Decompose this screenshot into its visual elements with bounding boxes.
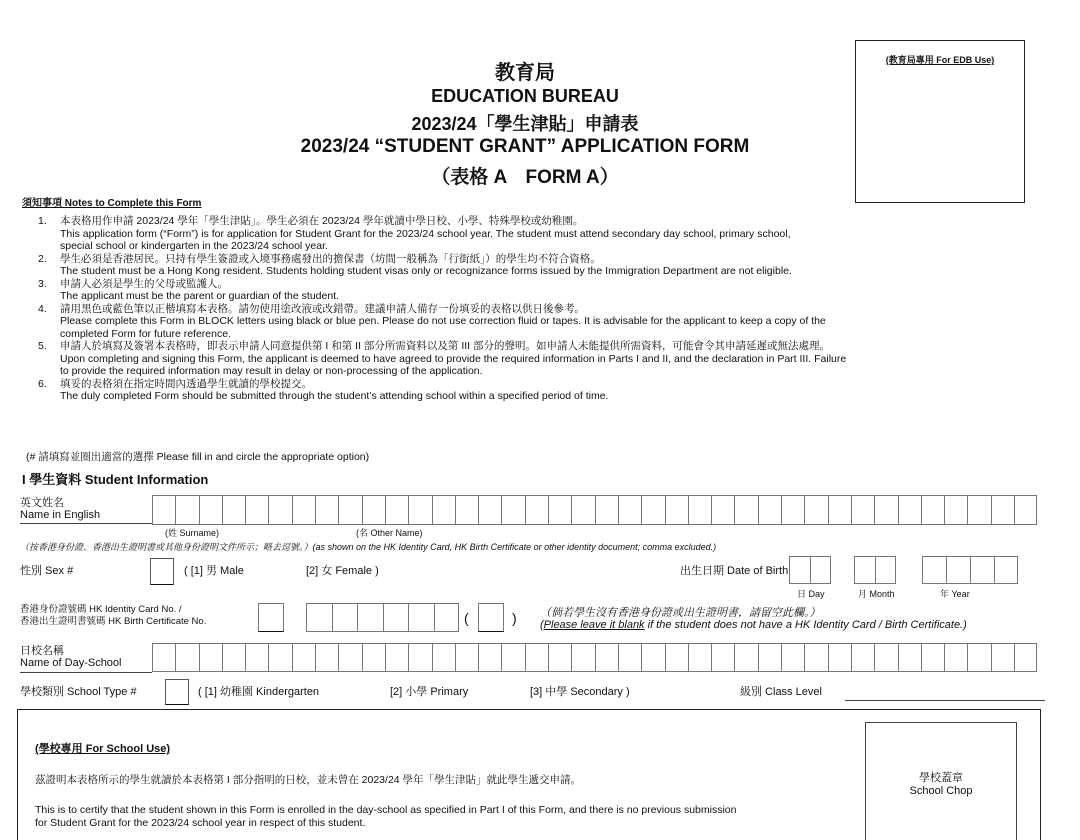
notes-list xyxy=(38,215,1048,403)
input-cell[interactable] xyxy=(571,643,594,672)
input-cell[interactable] xyxy=(851,643,874,672)
input-cell[interactable] xyxy=(991,643,1014,672)
note-number: 1. xyxy=(38,215,47,227)
input-cell[interactable] xyxy=(501,643,524,672)
input-cell[interactable] xyxy=(548,643,571,672)
note-number: 2. xyxy=(38,252,47,265)
input-cell[interactable] xyxy=(618,495,641,525)
hkid-note-en xyxy=(540,619,967,631)
note-line: Please complete this Form in BLOCK letters using black or blue pen. Please do not use correction fluid or tapes. It is advisable for the applicant to keep a copy of the xyxy=(60,315,826,327)
input-cell[interactable] xyxy=(874,495,897,525)
name-label xyxy=(20,497,100,521)
school-name-label xyxy=(20,645,122,669)
notes-title: 須知事項 Notes to Complete this Form xyxy=(22,198,202,209)
dob-month-caption: 月 Month xyxy=(858,589,895,599)
input-cell[interactable] xyxy=(781,643,804,672)
input-cell[interactable] xyxy=(175,495,198,525)
header-line-2: EDUCATION BUREAU xyxy=(431,86,619,106)
input-cell[interactable] xyxy=(292,495,315,525)
hkid-digits-grid[interactable] xyxy=(306,603,459,632)
section-1-title: I 學生資料 Student Information xyxy=(22,472,209,487)
header-line-3: 2023/24「學生津貼」申請表 xyxy=(411,114,639,134)
input-cell[interactable] xyxy=(245,643,268,672)
class-level-label: 級別 Class Level xyxy=(740,686,822,698)
input-cell[interactable] xyxy=(525,495,548,525)
input-cell[interactable] xyxy=(595,495,618,525)
dob-cell[interactable] xyxy=(970,556,994,584)
input-cell[interactable] xyxy=(434,603,460,632)
input-cell[interactable] xyxy=(851,495,874,525)
input-cell[interactable] xyxy=(385,495,408,525)
input-cell[interactable] xyxy=(711,495,734,525)
input-cell[interactable] xyxy=(222,495,245,525)
input-cell[interactable] xyxy=(332,603,358,632)
note-line: 填妥的表格須在指定時間內透過學生就讀的學校提交。 xyxy=(60,377,312,390)
input-cell[interactable] xyxy=(944,495,967,525)
input-cell[interactable] xyxy=(175,643,198,672)
hkid-note-zh: （倘若學生沒有香港身份證或出生證明書，請留空此欄。） xyxy=(540,607,821,619)
header-line-4: 2023/24 “STUDENT GRANT” APPLICATION FORM xyxy=(300,136,750,157)
school-chop-box[interactable] xyxy=(865,722,1017,840)
note-line: The duly completed Form should be submitted through the student’s attending school within a specified period of time. xyxy=(60,390,609,402)
name-label-zh: 英文姓名 xyxy=(20,497,64,509)
input-cell[interactable] xyxy=(688,643,711,672)
input-cell[interactable] xyxy=(804,495,827,525)
hkid-label xyxy=(20,604,206,628)
input-cell[interactable] xyxy=(292,643,315,672)
note-line: 本表格用作申請 2023/24 學年「學生津貼」。學生必須在 2023/24 學年就讀中學日校、小學、特殊學校或幼稚園。 xyxy=(60,215,584,227)
note-line: 學生必須是香港居民。只持有學生簽證或入境事務處發出的擔保書（坊間一般稱為「行街紙」）的學生均不符合資格。 xyxy=(60,252,601,265)
hkid-note-en-underlined: (Please leave it blank xyxy=(540,619,645,631)
input-cell[interactable] xyxy=(665,495,688,525)
school-name-label-zh: 日校名稱 xyxy=(20,645,64,657)
input-cell[interactable] xyxy=(268,643,291,672)
school-use-text-en-line-1: This is to certify that the student shown in this Form is enrolled in the day-school as specified in Part I of this Form, and there is no previous submission xyxy=(35,804,737,816)
input-cell[interactable] xyxy=(199,495,222,525)
note-line: completed Form for future reference. xyxy=(60,327,231,340)
name-underline xyxy=(20,523,152,524)
note-line: This application form (“Form”) is for application for Student Grant for the 2023/24 school year. The student must attend secondary day school, primary school, xyxy=(60,227,791,240)
dob-cell[interactable] xyxy=(946,556,970,584)
school-underline xyxy=(20,672,152,673)
input-cell[interactable] xyxy=(199,643,222,672)
input-cell[interactable] xyxy=(898,495,921,525)
dob-month-input[interactable] xyxy=(854,556,896,584)
edb-use-box xyxy=(855,40,1025,203)
school-use-text-en xyxy=(35,804,737,829)
input-cell[interactable] xyxy=(315,643,338,672)
dob-label: 出生日期 Date of Birth xyxy=(680,565,789,577)
note-number: 6. xyxy=(38,377,47,390)
input-cell[interactable] xyxy=(921,495,944,525)
input-cell[interactable] xyxy=(991,495,1014,525)
input-cell[interactable] xyxy=(338,495,361,525)
input-cell[interactable] xyxy=(222,643,245,672)
input-cell[interactable] xyxy=(315,495,338,525)
input-cell[interactable] xyxy=(758,643,781,672)
input-cell[interactable] xyxy=(455,643,478,672)
hkid-label-line-1: 香港身份證號碼 HK Identity Card No. / xyxy=(20,604,182,615)
dob-cell[interactable] xyxy=(922,556,946,584)
input-cell[interactable] xyxy=(874,643,897,672)
input-cell[interactable] xyxy=(306,603,332,632)
input-cell[interactable] xyxy=(525,643,548,672)
dob-cell[interactable] xyxy=(789,556,810,584)
note-item xyxy=(38,340,1048,378)
dob-day-input[interactable] xyxy=(789,556,831,584)
surname-caption: (姓 Surname) xyxy=(165,528,220,538)
input-cell[interactable] xyxy=(478,495,501,525)
school-type-option-primary[interactable]: [2] 小學 Primary xyxy=(390,686,469,698)
input-cell[interactable] xyxy=(828,643,851,672)
input-cell[interactable] xyxy=(1014,495,1037,525)
note-line: special school or kindergarten in the 2023/24 school year. xyxy=(60,240,328,252)
input-cell[interactable] xyxy=(455,495,478,525)
note-line: 申請人必須是學生的父母或監護人。 xyxy=(60,277,228,290)
note-item xyxy=(38,303,1048,341)
input-cell[interactable] xyxy=(641,643,664,672)
input-cell[interactable] xyxy=(408,495,431,525)
school-name-label-en: Name of Day-School xyxy=(20,657,122,669)
dob-cell[interactable] xyxy=(810,556,831,584)
input-cell[interactable] xyxy=(967,495,990,525)
note-line: to provide the required information may result in delay or non-processing of the application. xyxy=(60,365,483,377)
note-item xyxy=(38,253,1048,278)
input-cell[interactable] xyxy=(828,495,851,525)
hkid-paren-close: ) xyxy=(512,610,517,626)
header-line-1: 教育局 xyxy=(495,62,555,84)
input-cell[interactable] xyxy=(595,643,618,672)
school-name-input-grid[interactable] xyxy=(152,643,1037,672)
sex-option-male[interactable]: ( [1] 男 Male xyxy=(184,565,244,577)
input-cell[interactable] xyxy=(758,495,781,525)
input-cell[interactable] xyxy=(711,643,734,672)
input-cell[interactable] xyxy=(245,495,268,525)
input-cell[interactable] xyxy=(571,495,594,525)
input-cell[interactable] xyxy=(548,495,571,525)
sex-input-box[interactable] xyxy=(150,558,174,585)
note-item xyxy=(38,215,1048,253)
input-cell[interactable] xyxy=(1014,643,1037,672)
input-cell[interactable] xyxy=(408,603,434,632)
input-cell[interactable] xyxy=(921,643,944,672)
input-cell[interactable] xyxy=(152,643,175,672)
note-number: 4. xyxy=(38,302,47,315)
school-chop-label-en: School Chop xyxy=(909,785,973,797)
note-line: 申請人於填寫及簽署本表格時，即表示申請人同意提供第 I 和第 II 部分所需資料以及第 III 部分的聲明。如申請人未能提供所需資料，可能會令其申請延遲或無法處理。 xyxy=(60,340,831,352)
input-cell[interactable] xyxy=(357,603,383,632)
note-number: 5. xyxy=(38,340,47,352)
name-hint: （按香港身份證、香港出生證明書或其他身份證明文件所示；略去逗號。）(as shown on the HK Identity Card, HK Birth Certificate or other identity document; comma excluded.) xyxy=(20,542,717,552)
input-cell[interactable] xyxy=(944,643,967,672)
school-use-text-en-line-2: for Student Grant for the 2023/24 school year in respect of this student. xyxy=(35,816,366,829)
note-line: The student must be a Hong Kong resident. Students holding student visas only or recognizance forms issued by the Immigration Department are not eligible. xyxy=(60,265,792,277)
name-input-grid[interactable] xyxy=(152,495,1037,525)
input-cell[interactable] xyxy=(362,643,385,672)
input-cell[interactable] xyxy=(734,495,757,525)
sex-label: 性別 Sex # xyxy=(20,565,74,577)
school-type-option-secondary[interactable]: [3] 中學 Secondary ) xyxy=(530,686,630,698)
school-type-option-kindergarten[interactable]: ( [1] 幼稚園 Kindergarten xyxy=(198,686,320,698)
input-cell[interactable] xyxy=(501,495,524,525)
note-item xyxy=(38,378,1048,403)
dob-year-caption: 年 Year xyxy=(940,589,970,599)
hash-note: (# 請填寫並圈出適當的選擇 Please fill in and circle the appropriate option) xyxy=(26,451,370,463)
input-cell[interactable] xyxy=(478,643,501,672)
input-cell[interactable] xyxy=(804,643,827,672)
input-cell[interactable] xyxy=(385,643,408,672)
input-cell[interactable] xyxy=(383,603,409,632)
input-cell[interactable] xyxy=(362,495,385,525)
dob-year-input[interactable] xyxy=(922,556,1018,584)
input-cell[interactable] xyxy=(268,495,291,525)
input-cell[interactable] xyxy=(688,495,711,525)
input-cell[interactable] xyxy=(967,643,990,672)
school-use-text-zh: 茲證明本表格所示的學生就讀於本表格第 I 部分指明的日校，並未曾在 2023/24 學年「學生津貼」就此學生遞交申請。 xyxy=(35,774,582,786)
input-cell[interactable] xyxy=(152,495,175,525)
sex-option-female[interactable]: [2] 女 Female ) xyxy=(306,565,379,577)
other-name-caption: (名 Other Name) xyxy=(356,528,423,538)
school-type-input-box[interactable] xyxy=(165,679,189,705)
input-cell[interactable] xyxy=(432,495,455,525)
dob-cell[interactable] xyxy=(854,556,875,584)
input-cell[interactable] xyxy=(338,643,361,672)
dob-day-caption: 日 Day xyxy=(797,589,825,599)
note-line: The applicant must be the parent or guardian of the student. xyxy=(60,290,340,302)
input-cell[interactable] xyxy=(432,643,455,672)
input-cell[interactable] xyxy=(898,643,921,672)
hkid-prefix-box[interactable] xyxy=(258,603,284,632)
edb-use-label: (教育局專用 For EDB Use) xyxy=(885,55,995,65)
note-line: 請用黑色或藍色筆以正楷填寫本表格。請勿使用塗改液或改錯帶。建議申請人備存一份填妥的表格以供日後參考。 xyxy=(60,302,585,315)
note-item xyxy=(38,278,1048,303)
note-number: 3. xyxy=(38,277,47,290)
input-cell[interactable] xyxy=(665,643,688,672)
input-cell[interactable] xyxy=(781,495,804,525)
school-chop-label-zh: 學校蓋章 xyxy=(919,772,963,784)
school-type-label: 學校類別 School Type # xyxy=(20,686,137,698)
header-line-5: （表格 A FORM A） xyxy=(431,167,619,188)
dob-cell[interactable] xyxy=(994,556,1018,584)
hkid-check-digit-box[interactable] xyxy=(478,603,504,632)
hkid-paren-open: ( xyxy=(464,610,469,626)
class-level-input-line[interactable] xyxy=(845,700,1045,701)
hkid-label-line-2: 香港出生證明書號碼 HK Birth Certificate No. xyxy=(20,616,207,627)
dob-cell[interactable] xyxy=(875,556,896,584)
note-line: Upon completing and signing this Form, the applicant is deemed to have agreed to provide the required information in Parts I and II, and the declaration in Part III. Failure xyxy=(60,352,847,365)
name-label-en: Name in English xyxy=(20,509,101,521)
input-cell[interactable] xyxy=(641,495,664,525)
school-use-title: (學校專用 For School Use) xyxy=(35,743,171,755)
input-cell[interactable] xyxy=(408,643,431,672)
hkid-note-en-rest: if the student does not have a HK Identity Card / Birth Certificate.) xyxy=(644,619,967,631)
input-cell[interactable] xyxy=(734,643,757,672)
input-cell[interactable] xyxy=(618,643,641,672)
